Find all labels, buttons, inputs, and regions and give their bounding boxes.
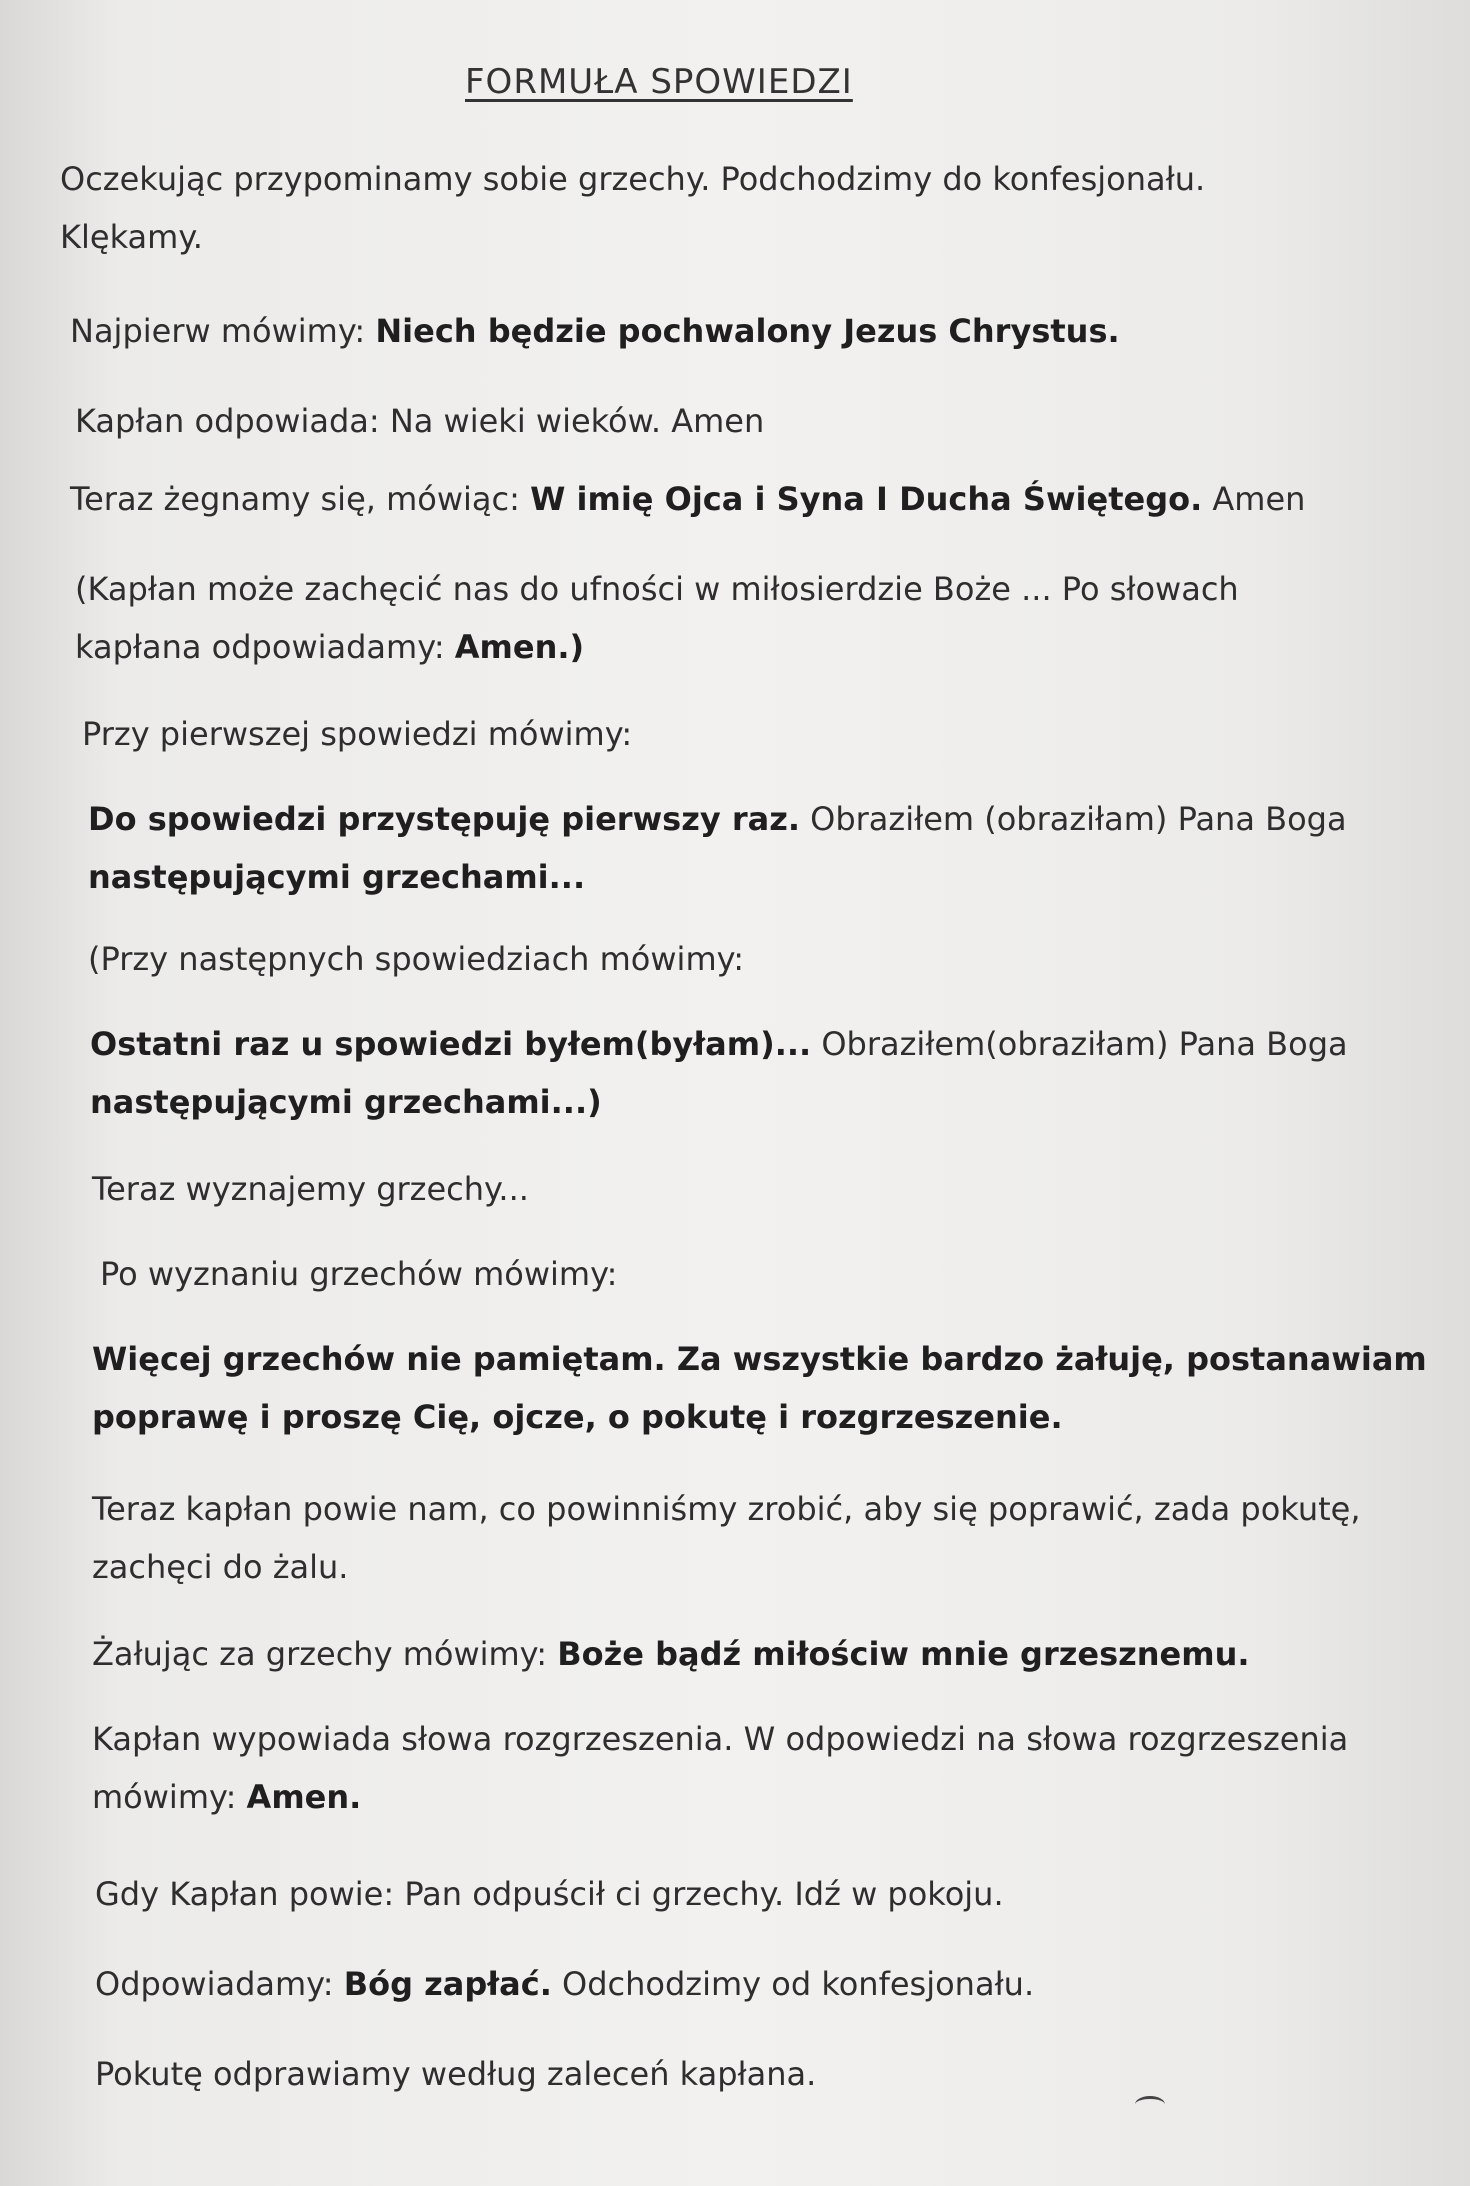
absolution-lead: mówimy: (92, 1778, 247, 1816)
next-confession-line-1 (90, 1015, 1348, 1073)
priest-response-paragraph: Kapłan odpowiada: Na wieki wieków. Amen (75, 402, 765, 440)
greeting-paragraph (70, 302, 1120, 360)
absolution-line-1: Kapłan wypowiada słowa rozgrzeszenia. W odpowiedzi na słowa rozgrzeszenia (92, 1720, 1349, 1758)
penance-instruction-line-1: Teraz kapłan powie nam, co powinniśmy zrobić, aby się poprawić, zada pokutę, (92, 1490, 1361, 1528)
response-paragraph (95, 1955, 1034, 2013)
first-confession-line-2: następującymi grzechami... (88, 858, 586, 896)
contrition-lead: Żałując za grzechy mówimy: (92, 1635, 558, 1673)
next-confession-bold: Ostatni raz u spowiedzi byłem(byłam)... (90, 1025, 812, 1063)
response-rest: Odchodzimy od konfesjonału. (551, 1965, 1035, 2003)
next-confession-heading: (Przy następnych spowiedziach mówimy: (88, 940, 744, 978)
final-penance-paragraph: Pokutę odprawiamy według zaleceń kapłana. (95, 2055, 817, 2093)
first-confession-heading: Przy pierwszej spowiedzi mówimy: (82, 715, 633, 753)
closing-formula (92, 1330, 1427, 1446)
encouragement-line-1: (Kapłan może zachęcić nas do ufności w miłosierdzie Boże ... Po słowach (75, 570, 1239, 608)
absolution-paragraph (92, 1710, 1348, 1826)
penance-instruction-line-2: zachęci do żalu. (92, 1548, 349, 1586)
next-confession-line-2: następującymi grzechami...) (90, 1083, 602, 1121)
after-confession-heading: Po wyznaniu grzechów mówimy: (100, 1255, 618, 1293)
absolution-line-2 (92, 1768, 1348, 1826)
confess-sins-paragraph: Teraz wyznajemy grzechy... (92, 1170, 529, 1208)
document-title: FORMUŁA SPOWIEDZI (465, 62, 853, 102)
penance-instruction-paragraph (92, 1480, 1361, 1596)
first-confession-formula (88, 790, 1347, 906)
dismissal-paragraph: Gdy Kapłan powie: Pan odpuścił ci grzechy. Idź w pokoju. (95, 1875, 1004, 1913)
encouragement-lead: kapłana odpowiadamy: (75, 628, 455, 666)
greeting-lead: Najpierw mówimy: (70, 312, 376, 350)
encouragement-paragraph (75, 560, 1239, 676)
first-confession-line-1 (88, 790, 1347, 848)
absolution-amen: Amen. (246, 1778, 362, 1816)
intro-line-2: Klękamy. (60, 218, 203, 256)
first-confession-rest: Obraziłem (obraziłam) Pana Boga (799, 800, 1347, 838)
contrition-phrase: Boże bądź miłościw mnie grzesznemu. (557, 1635, 1250, 1673)
next-confession-rest: Obraziłem(obraziłam) Pana Boga (811, 1025, 1348, 1063)
closing-formula-line-2: poprawę i proszę Cię, ojcze, o pokutę i rozgrzeszenie. (92, 1398, 1063, 1436)
first-confession-bold: Do spowiedzi przystępuję pierwszy raz. (88, 800, 800, 838)
intro-paragraph (60, 150, 1205, 266)
closing-formula-line-1: Więcej grzechów nie pamiętam. Za wszystkie bardzo żałuję, postanawiam (92, 1340, 1427, 1378)
response-phrase: Bóg zapłać. (343, 1965, 552, 2003)
sign-of-cross-paragraph (70, 470, 1305, 528)
sign-phrase: W imię Ojca i Syna I Ducha Świętego. (530, 480, 1203, 518)
next-confession-formula (90, 1015, 1348, 1131)
response-lead: Odpowiadamy: (95, 1965, 344, 2003)
pen-mark-icon (1135, 2096, 1165, 2113)
intro-line-1: Oczekując przypominamy sobie grzechy. Podchodzimy do konfesjonału. (60, 160, 1206, 198)
sign-lead: Teraz żegnamy się, mówiąc: (70, 480, 531, 518)
sign-amen: Amen (1202, 480, 1306, 518)
encouragement-line-2 (75, 618, 1239, 676)
contrition-paragraph (92, 1625, 1250, 1683)
greeting-phrase: Niech będzie pochwalony Jezus Chrystus. (375, 312, 1120, 350)
encouragement-amen: Amen.) (454, 628, 585, 666)
